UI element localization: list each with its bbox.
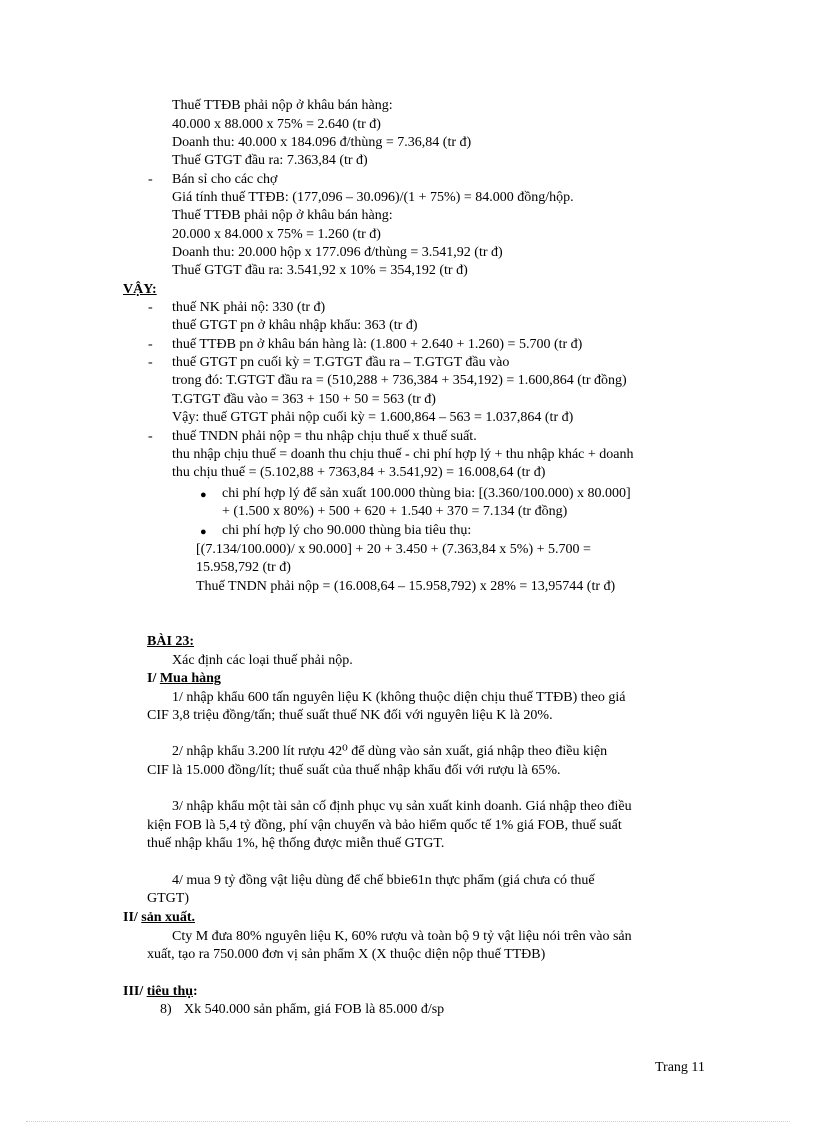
text-line: Doanh thu: 40.000 x 184.096 đ/thùng = 7.36,84 (tr đ) bbox=[172, 135, 472, 150]
text-line: Xk 540.000 sản phẩm, giá FOB là 85.000 đ/sp bbox=[184, 1002, 445, 1017]
bullet-icon: ● bbox=[200, 489, 207, 501]
section-heading-san-xuat bbox=[123, 909, 195, 927]
text-line: Bán sỉ cho các chợ bbox=[172, 172, 278, 187]
dash-marker: - bbox=[148, 172, 153, 187]
exercise-title: BÀI 23: bbox=[147, 634, 195, 649]
text-line: 3/ nhập khẩu một tài sản cố định phục vụ sản xuất kinh doanh. Giá nhập theo điều bbox=[172, 799, 632, 814]
section-heading: VẬY: bbox=[123, 282, 157, 297]
dash-marker: - bbox=[148, 337, 153, 352]
text-line: + (1.500 x 80%) + 500 + 620 + 1.540 + 370 = 7.134 (tr đồng) bbox=[222, 504, 568, 519]
text-line: 20.000 x 84.000 x 75% = 1.260 (tr đ) bbox=[172, 227, 381, 242]
heading-number: I/ bbox=[147, 671, 160, 686]
heading-label: tiêu thụ bbox=[146, 984, 194, 999]
text-line: xuất, tạo ra 750.000 đơn vị sản phẩm X (X thuộc diện nộp thuế TTĐB) bbox=[147, 947, 546, 962]
text-line: 4/ mua 9 tỷ đồng vật liệu dùng để chế bbie61n thực phẩm (giá chưa có thuế bbox=[172, 873, 595, 888]
text-line: 2/ nhập khẩu 3.200 lít rượu 42⁰ để dùng vào sản xuất, giá nhập theo điều kiện bbox=[172, 744, 608, 759]
text-line: Doanh thu: 20.000 hộp x 177.096 đ/thùng = 3.541,92 (tr đ) bbox=[172, 245, 503, 260]
page-number: Trang 11 bbox=[655, 1060, 705, 1075]
text-line: T.GTGT đầu vào = 363 + 150 + 50 = 563 (tr đ) bbox=[172, 392, 436, 407]
text-line: Thuế TTĐB phải nộp ở khâu bán hàng: bbox=[172, 208, 393, 223]
heading-number: II/ bbox=[123, 910, 142, 925]
text-line: thuế GTGT pn ở khâu nhập khẩu: 363 (tr đ) bbox=[172, 318, 418, 333]
text-line: thu nhập chịu thuế = doanh thu chịu thuế - chi phí hợp lý + thu nhập khác + doanh bbox=[172, 447, 634, 462]
heading-label: Mua hàng bbox=[159, 671, 221, 686]
section-heading-tieu-thu bbox=[123, 983, 198, 1001]
text-line: Thuế TTĐB phải nộp ở khâu bán hàng: bbox=[172, 98, 393, 113]
page-bottom-border bbox=[26, 1121, 790, 1122]
text-line: thu chịu thuế = (5.102,88 + 7363,84 + 3.541,92) = 16.008,64 (tr đ) bbox=[172, 465, 546, 480]
text-line: thuế TNDN phải nộp = thu nhập chịu thuế x thuế suất. bbox=[172, 429, 477, 444]
dash-marker: - bbox=[148, 429, 153, 444]
text-line: GTGT) bbox=[147, 891, 189, 906]
text-line: 15.958,792 (tr đ) bbox=[196, 560, 291, 575]
text-line: thuế GTGT pn cuối kỳ = T.GTGT đầu ra – T.GTGT đầu vào bbox=[172, 355, 510, 370]
text-line: thuế nhập khẩu 1%, hệ thống được miễn thuế GTGT. bbox=[147, 836, 445, 851]
text-line: [(7.134/100.000)/ x 90.000] + 20 + 3.450 + (7.363,84 x 5%) + 5.700 = bbox=[196, 542, 591, 557]
text-line: Giá tính thuế TTĐB: (177,096 – 30.096)/(1 + 75%) = 84.000 đồng/hộp. bbox=[172, 190, 574, 205]
text-line: CIF 3,8 triệu đồng/tấn; thuế suất thuế NK đối với nguyên liệu K là 20%. bbox=[147, 708, 553, 723]
text-line: 40.000 x 88.000 x 75% = 2.640 (tr đ) bbox=[172, 117, 381, 132]
text-line: chi phí hợp lý để sản xuất 100.000 thùng bia: [(3.360/100.000) x 80.000] bbox=[222, 486, 631, 501]
text-line: Cty M đưa 80% nguyên liệu K, 60% rượu và toàn bộ 9 tỷ vật liệu nói trên vào sản bbox=[172, 929, 632, 944]
text-line: Thuế TNDN phải nộp = (16.008,64 – 15.958,792) x 28% = 13,95744 (tr đ) bbox=[196, 579, 616, 594]
heading-number: III/ bbox=[123, 984, 147, 999]
text-line: kiện FOB là 5,4 tỷ đồng, phí vận chuyển và bảo hiểm quốc tế 1% giá FOB, thuế suất bbox=[147, 818, 622, 833]
text-line: Vậy: thuế GTGT phải nộp cuối kỳ = 1.600,864 – 563 = 1.037,864 (tr đ) bbox=[172, 410, 574, 425]
heading-label: sản xuất. bbox=[141, 910, 195, 925]
text-line: 1/ nhập khẩu 600 tấn nguyên liệu K (không thuộc diện chịu thuế TTĐB) theo giá bbox=[172, 690, 626, 705]
list-number: 8) bbox=[160, 1002, 172, 1017]
dash-marker: - bbox=[148, 355, 153, 370]
text-line: Thuế GTGT đầu ra: 7.363,84 (tr đ) bbox=[172, 153, 368, 168]
bullet-icon: ● bbox=[200, 526, 207, 538]
text-line: Thuế GTGT đầu ra: 3.541,92 x 10% = 354,192 (tr đ) bbox=[172, 263, 468, 278]
text-line: CIF là 15.000 đồng/lít; thuế suất của thuế nhập khẩu đối với rượu là 65%. bbox=[147, 763, 561, 778]
heading-colon: : bbox=[193, 984, 198, 999]
text-line: chi phí hợp lý cho 90.000 thùng bia tiêu thụ: bbox=[222, 523, 472, 538]
text-line: trong đó: T.GTGT đầu ra = (510,288 + 736,384 + 354,192) = 1.600,864 (tr đồng) bbox=[172, 373, 627, 388]
text-line: thuế TTĐB pn ở khâu bán hàng là: (1.800 + 2.640 + 1.260) = 5.700 (tr đ) bbox=[172, 337, 583, 352]
section-heading-mua-hang bbox=[147, 670, 221, 688]
text-line: thuế NK phải nộ: 330 (tr đ) bbox=[172, 300, 326, 315]
text-line: Xác định các loại thuế phải nộp. bbox=[172, 653, 353, 668]
dash-marker: - bbox=[148, 300, 153, 315]
